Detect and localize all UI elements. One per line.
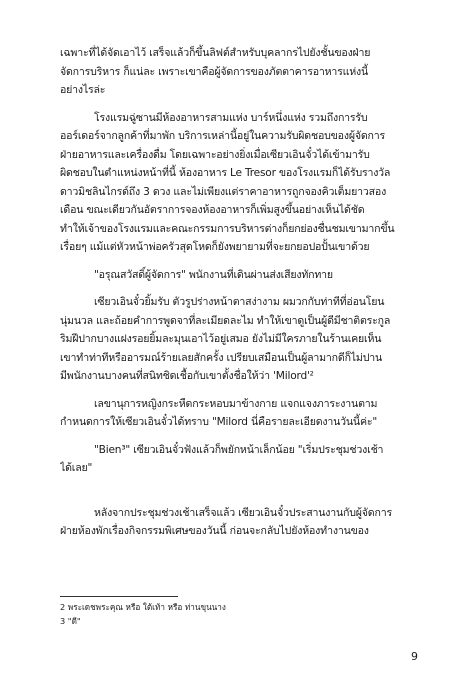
text-line: จัดการบริหาร ก็แน่ละ เพราะเขาคือผู้จัดการของภัตตาคารอาหารแห่งนี้ [60, 65, 369, 78]
text-line: เซียวเอินจั๋วยิ้มรับ ตัวรูปร่างหน้าตาสง่างาม ผมวกกับท่าทีที่อ่อนโยน [94, 296, 385, 308]
text-line: เลขานุการหญิงกระหืดกระหอบมาข้างกาย แจกแจงภาระงานตาม [94, 397, 378, 410]
footnote: 3 "ดี" [60, 616, 81, 626]
text-line: ดาวมิชลินไกรด์ถึง 3 ดวง และไม่เพียงแต่ราคาอาหารถูกจองคิวเต็มยาวสอง [60, 185, 387, 198]
text-line: กำหนดการให้เซียวเอินจั๋วได้ทราบ "Milord นี่คือรายละเอียดงานวันนี้ค่ะ" [60, 416, 378, 428]
footnotes [60, 600, 420, 628]
footnote: 2 พระเดชพระคุณ หรือ ใต้เท้า หรือ ท่านขุนนาง [60, 602, 226, 612]
text-line: นุ่มนวล และถ้อยคำการพูดจาที่ละเมียดละไม ทำให้เขาดูเป็นผู้ดีมีชาติตระกูล [60, 314, 391, 327]
text-line: ทำให้เจ้าของโรงแรมและคณะกรรมการบริหารต่างก็ยกย่องชื่นชมเขามากขึ้น [60, 222, 395, 235]
footnote-divider [60, 596, 178, 597]
text-line: ผิดชอบในตำแหน่งหน้าที่นี้ ห้องอาหาร Le Tresor ของโรงแรมก็ได้รับรางวัล [60, 167, 391, 179]
text-line: เฉพาะที่ได้จัดเอาไว้ เสร็จแล้วก็ขึ้นลิฟต์สำหรับบุคลากรไปยังชั้นของฝ่าย [60, 47, 371, 59]
text-line: โรงแรมฉู่ซานมีห้องอาหารสามแห่ง บาร์หนึ่งแห่ง รวมถึงการรับ [94, 111, 368, 124]
text-line: ริมฝีปากบางแฝงรอยยิ้มละมุนเอาไว้อยู่เสมอ ยังไม่มีใครภายในร้านเคยเห็น [60, 333, 382, 345]
text-line: ฝ่ายห้องพักเรื่องกิจกรรมพิเศษของวันนี้ ก่อนจะกลับไปยังห้องทำงานของ [60, 525, 369, 537]
page-number: 9 [411, 650, 418, 663]
text-line: ได้เลย" [60, 462, 93, 474]
text-line: อย่างไรล่ะ [60, 84, 106, 96]
text-line: เดือน ขณะเดียวกันอัตราการจองห้องอาหารก็เพิ่มสูงขึ้นอย่างเห็นได้ชัด [60, 204, 365, 216]
text-line: เรื่อยๆ แม้แต่หัวหน้าพ่อครัวสุดโหดก็ยังพยายามที่จะยกยอปอปั้นเขาด้วย [60, 241, 370, 253]
text-line: ฝ่ายอาหารและเครื่องดื่ม โดยเฉพาะอย่างยิ่งเมื่อเซียวเอินจั๋วได้เข้ามารับ [60, 148, 370, 161]
text-line: เขาทำท่าทีหรืออารมณ์ร้ายเลยสักครั้ง เปรียบเสมือนเป็นผู้ลามากดีก็ไม่ปาน [60, 351, 383, 364]
text-line: มีพนักงานบางคนที่สนิทชิดเชื้อกับเขาตั้งชื่อให้ว่า 'Milord'² [60, 370, 314, 382]
text-line: ออร์เดอร์จากลูกค้าที่มาพัก บริการเหล่านี้อยู่ในความรับผิดชอบของผู้จัดการ [60, 130, 385, 142]
text-line: หลังจากประชุมช่วงเช้าเสร็จแล้ว เซียวเอินจั๋วประสานงานกับผู้จัดการ [94, 506, 392, 519]
body-text [60, 44, 420, 541]
text-line: "Bien³" เซียวเอินจั๋วฟังแล้วก็พยักหน้าเล็กน้อย "เริ่มประชุมช่วงเช้า [94, 443, 384, 456]
text-line: "อรุณสวัสดิ์ผู้จัดการ" พนักงานที่เดินผ่านส่งเสียงทักทาย [94, 268, 333, 281]
